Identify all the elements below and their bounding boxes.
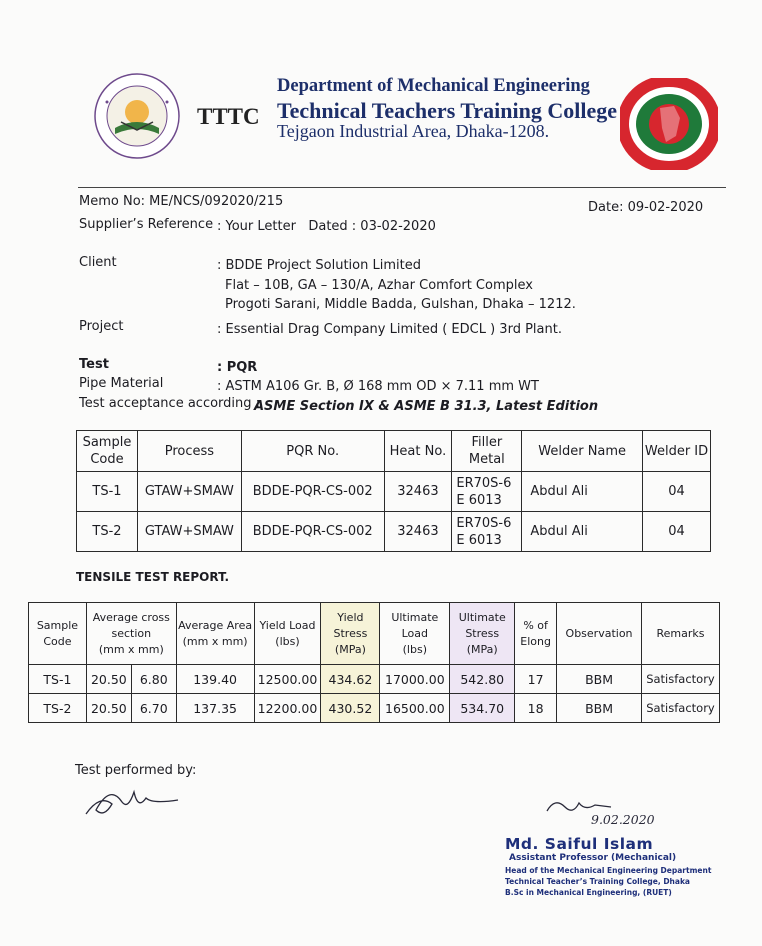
cell-sample-code: TS-1 — [77, 472, 138, 512]
performer-signature — [82, 780, 182, 824]
filler-line1: ER70S-6 — [456, 475, 512, 491]
government-seal-logo — [620, 78, 718, 170]
header-yield-stress — [321, 603, 380, 665]
test-performed-by: Test performed by: — [75, 763, 197, 778]
yield-load-unit: (lbs) — [275, 634, 300, 648]
header-remarks: Remarks — [641, 603, 719, 665]
tensile-report-title: TENSILE TEST REPORT. — [76, 570, 229, 584]
cell-welder-name: Abdul Ali — [522, 512, 643, 552]
cell-area: 139.40 — [176, 665, 254, 694]
memo-date: Date: 09-02-2020 — [588, 200, 704, 215]
cell-yield-load: 12200.00 — [254, 694, 321, 723]
signature-date: 9.02.2020 — [591, 812, 655, 827]
cross-section-label: Average cross section — [92, 610, 170, 640]
cell-yield-load: 12500.00 — [254, 665, 321, 694]
ultimate-load-unit: (lbs) — [402, 642, 427, 656]
cell-welder-id: 04 — [643, 512, 711, 552]
yield-load-label: Yield Load — [259, 618, 316, 632]
cell-heat-no: 32463 — [384, 512, 452, 552]
cell-sample-code: TS-2 — [77, 512, 138, 552]
header-heat-no: Heat No. — [384, 431, 452, 472]
filler-line2: E 6013 — [456, 492, 502, 508]
cell-ultimate-stress: 534.70 — [450, 694, 515, 723]
yield-stress-label: Yield Stress — [333, 610, 368, 640]
department-name: Department of Mechanical Engineering — [277, 76, 590, 96]
header-average-area — [176, 603, 254, 665]
acceptance-label: Test acceptance according : — [79, 396, 261, 411]
ultimate-load-label: Ultimate Load — [391, 610, 439, 640]
ultimate-stress-unit: (MPa) — [466, 642, 498, 656]
supplier-reference-label: Supplier’s Reference — [79, 217, 214, 232]
header-yield-load — [254, 603, 321, 665]
header-pqr-no: PQR No. — [241, 431, 384, 472]
header-cross-section — [86, 603, 176, 665]
header-ultimate-stress — [450, 603, 515, 665]
test-label: Test — [79, 357, 109, 372]
pipe-material-label: Pipe Material — [79, 376, 164, 391]
header-sample-code: Sample Code — [77, 431, 138, 472]
cell-welder-name: Abdul Ali — [522, 472, 643, 512]
pipe-material-value: : ASTM A106 Gr. B, Ø 168 mm OD × 7.11 mm WT — [217, 379, 539, 394]
sample-table — [76, 430, 711, 552]
tensile-table-header — [29, 603, 720, 665]
college-address: Tejgaon Industrial Area, Dhaka-1208. — [277, 121, 550, 141]
area-unit: (mm x mm) — [182, 634, 248, 648]
cell-welder-id: 04 — [643, 472, 711, 512]
project-value: : Essential Drag Company Limited ( EDCL ) 3rd Plant. — [217, 322, 562, 337]
header-process: Process — [137, 431, 241, 472]
header-ultimate-load — [380, 603, 450, 665]
cell-remarks: Satisfactory — [641, 665, 719, 694]
acceptance-value: ASME Section IX & ASME B 31.3, Latest Edition — [254, 399, 599, 414]
cell-process: GTAW+SMAW — [137, 512, 241, 552]
signatory-title: Assistant Professor (Mechanical) — [509, 853, 677, 863]
college-name: Technical Teachers Training College — [277, 98, 618, 123]
cell-heat-no: 32463 — [384, 472, 452, 512]
cross-section-unit: (mm x mm) — [98, 642, 164, 656]
signatory-role: Head of the Mechanical Engineering Department — [505, 866, 712, 875]
cell-yield-stress: 430.52 — [321, 694, 380, 723]
tttc-abbreviation: TTTC — [197, 104, 260, 129]
cell-filler-metal — [452, 512, 522, 552]
memo-number: Memo No: ME/NCS/092020/215 — [79, 194, 284, 209]
supplier-reference-value: : Your Letter Dated : 03-02-2020 — [217, 219, 436, 234]
cell-elongation: 18 — [515, 694, 557, 723]
cell-pqr-no: BDDE-PQR-CS-002 — [241, 472, 384, 512]
cell-pqr-no: BDDE-PQR-CS-002 — [241, 512, 384, 552]
table-row — [77, 472, 711, 512]
cell-area: 137.35 — [176, 694, 254, 723]
header-rule — [78, 187, 726, 188]
table-row — [29, 665, 720, 694]
client-label: Client — [79, 255, 117, 270]
client-address-line2: Progoti Sarani, Middle Badda, Gulshan, Dhaka – 1212. — [225, 297, 576, 312]
header-elongation: % of Elong — [515, 603, 557, 665]
cell-elongation: 17 — [515, 665, 557, 694]
cell-process: GTAW+SMAW — [137, 472, 241, 512]
cell-sample-code: TS-2 — [29, 694, 87, 723]
cell-filler-metal — [452, 472, 522, 512]
sample-table-header — [77, 431, 711, 472]
client-name: : BDDE Project Solution Limited — [217, 258, 421, 273]
signatory-degree: B.Sc in Mechanical Engineering, (RUET) — [505, 888, 672, 897]
filler-line2: E 6013 — [456, 532, 502, 548]
tensile-table — [28, 602, 720, 723]
cell-thickness: 6.80 — [131, 665, 176, 694]
table-row — [29, 694, 720, 723]
cell-width: 20.50 — [86, 694, 131, 723]
header-welder-name: Welder Name — [522, 431, 643, 472]
signatory-name: Md. Saiful Islam — [505, 835, 654, 853]
cell-sample-code: TS-1 — [29, 665, 87, 694]
cell-thickness: 6.70 — [131, 694, 176, 723]
cell-ultimate-stress: 542.80 — [450, 665, 515, 694]
area-label: Average Area — [178, 618, 253, 632]
header-observation: Observation — [557, 603, 642, 665]
cell-remarks: Satisfactory — [641, 694, 719, 723]
signatory-institution: Technical Teacher’s Training College, Dhaka — [505, 877, 690, 886]
cell-ultimate-load: 16500.00 — [380, 694, 450, 723]
header-filler-metal: Filler Metal — [452, 431, 522, 472]
yield-stress-unit: (MPa) — [334, 642, 366, 656]
project-label: Project — [79, 319, 124, 334]
filler-line1: ER70S-6 — [456, 515, 512, 531]
college-logo — [93, 72, 181, 160]
header-sample-code: Sample Code — [29, 603, 87, 665]
cell-observation: BBM — [557, 665, 642, 694]
client-address-line1: Flat – 10B, GA – 130/A, Azhar Comfort Complex — [225, 278, 533, 293]
cell-ultimate-load: 17000.00 — [380, 665, 450, 694]
cell-observation: BBM — [557, 694, 642, 723]
cell-width: 20.50 — [86, 665, 131, 694]
test-value: : PQR — [217, 360, 258, 375]
cell-yield-stress: 434.62 — [321, 665, 380, 694]
table-row — [77, 512, 711, 552]
header-welder-id: Welder ID — [643, 431, 711, 472]
ultimate-stress-label: Ultimate Stress — [458, 610, 506, 640]
